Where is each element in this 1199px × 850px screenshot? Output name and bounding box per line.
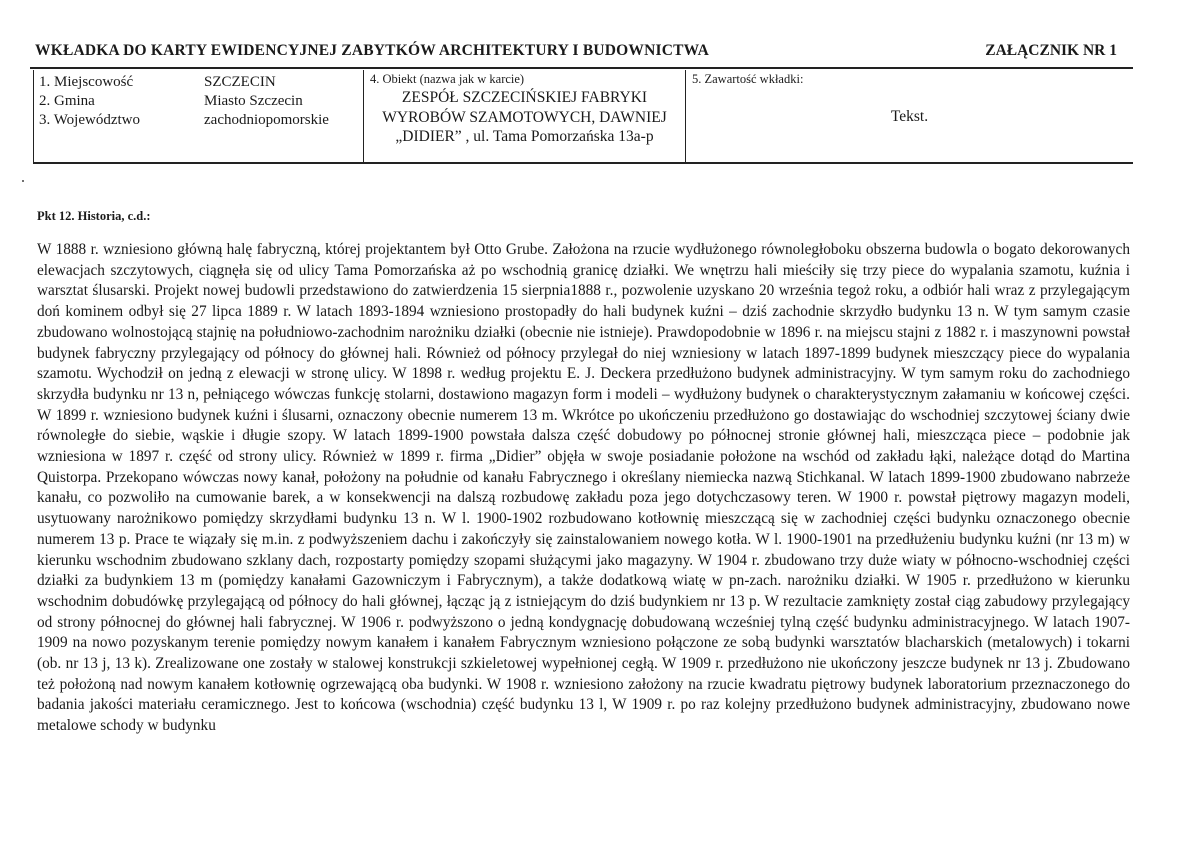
history-paragraph: W 1888 r. wzniesiono główną halę fabryczną, której projektantem był Otto Grube. Założona na rzucie wydłużonego równoległoboku obszerna budowla o bogato dekorowanych elewacjach szczytowych, ciągnęła się od ulicy Tama Pomorzańska aż po wschodnią granicę działki. We wnętrzu hali mieściły się trzy piece do wypalania szamotu, kuźnia i warsztat ślusarski. Projekt nowej budowli przedstawiono do zatwierdzenia 15 sierpnia1888 r., pozwolenie uzyskano 20 września tegoż roku, a odbiór hali wraz z przylegającym doń kominem odbył się 27 lipca 1889 r. W latach 1893-1894 wzniesiono prostopadły do hali budynek kuźni – dziś zachodnie skrzydło budynku 13 n. W tym samym czasie zbudowano wolnostojącą stajnię na południowo-zachodnim narożniku działki (obecnie nie istnieje). Prawdopodobnie w 1896 r. na miejscu stajni z 1882 r. i maszynowni powstał budynek fabryczny przylegający od północy do głównej hali. Również od północy przylegał do niej wzniesiony w latach 1897-1899 budynek mieszczący piece do wypalania szamotu. Wychodził on jedną z elewacji w stronę ulicy. W 1898 r. według projektu E. J. Deckera przedłużono budynek administracyjny. W tym samym roku do zachodniego skrzydła budynku nr 13 n, pełniącego wówczas funkcję stolarni, dostawiono magazyn form i modeli – wydłużony budynek o charakterystycznym załamaniu w końcowej części. W 1899 r. wzniesiono budynek kuźni i ślusarni, oznaczony obecnie numerem 13 m. Wkrótce po ukończeniu przedłużono go dostawiając do wschodniej szczytowej ściany dwie równoległe do siebie, wąskie i długie szopy. W latach 1899-1900 powstała dalsza część dobudowy po północnej stronie głównej hali, mieszcząca piece – podobnie jak wzniesiona w 1897 r. część od strony ulicy. Również w 1899 r. firma „Didier” objęła w swoje posiadanie położone na wschód od zakładu łąki, należące dotąd do Martina Quistorpa. Przekopano wówczas nowy kanał, położony na południe od kanału Fabrycznego i określany niemiecka nazwą Stichkanal. W latach 1899-1900 zbudowano nabrzeże kanału, co pozwoliło na cumowanie barek, a w konsekwencji na dalszą rozbudowę zakładu poza jego dotychczasowy teren. W 1900 r. powstał piętrowy magazyn modeli, usytuowany narożnikowo pomiędzy skrzydłami budynku 13 n. W l. 1900-1902 rozbudowano kotłownię mieszczącą się w zachodniej części budynku oznaczonego obecnie numerem 13 p. Prace te wiązały się m.in. z podwyższeniem dachu i zakończyły się zainstalowaniem nowego kotła. W l. 1900-1901 na przedłużeniu budynku kuźni (nr 13 m) w kierunku wschodnim zbudowano szklany dach, rozpostarty pomiędzy szopami służącymi jako magazyny. W 1904 r. zbudowano trzy duże wiaty w północno-wschodniej części działki za budynkiem 13 m (pomiędzy kanałami Gazowniczym i Fabrycznym), a także dodatkową wiatę w pn-zach. narożniku działki. W 1905 r. przedłużono w kierunku wschodnim dobudówkę przylegającą od północy do hali głównej, łącząc ją z istniejącym do dziś budynkiem nr 13 p. W rezultacie zamknięty został ciąg zabudowy przylegający od strony północnej do głównej hali fabrycznej. W 1906 r. podwyższono o jedną kondygnację dobudowaną wcześniej tylną część budynku administracyjnego. W latach 1907-1909 na nowo pozyskanym terenie pomiędzy nowym kanałem i kanałem Fabrycznym wzniesiono połączone ze sobą budynki warsztatów blacharskich (metalowych) i tokarni (ob. nr 13 j, 13 k). Zrealizowane one zostały w stalowej konstrukcji szkieletowej wypełnionej cegłą. W 1909 r. przedłużono nie ukończony jeszcze budynek nr 13 j. Zbudowano też położoną nad nowym kanałem kotłownię ogrzewającą oba budynki. W 1908 r. wzniesiono założony na rzucie kwadratu piętrowy budynek laboratorium przeznaczonego do badania jakości materiału ceramicznego. Jest to końcowa (wschodnia) część budynku 13 l, W 1909 r. po raz kolejny przedłużono budynek administracyjny, zbudowano nowe metalowe schody w budynku [37,241,1130,735]
history-text [37,240,1130,737]
contents-label: 5. Zawartość wkładki: [692,72,804,86]
contents-cell [686,70,1133,162]
scan-speck [22,180,24,182]
contents-value: Tekst. [890,108,929,125]
location-cell [34,70,364,162]
object-cell [364,70,686,162]
location-value: Miasto Szczecin [204,93,303,109]
location-label: 3. Województwo [39,112,141,128]
location-value: zachodniopomorskie [204,112,329,128]
object-name: ZESPÓŁ SZCZECIŃSKIEJ FABRYKI WYROBÓW SZAMOTOWYCH, DAWNIEJ „DIDIER” , ul. Tama Pomorzańska 13a-p [382,89,667,145]
top-divider [30,67,1133,69]
location-label: 1. Miejscowość [39,74,134,90]
location-value: SZCZECIN [204,74,276,90]
location-label: 2. Gmina [39,93,95,109]
location-row-commune [39,92,303,111]
section-heading: Pkt 12. Historia, c.d.: [37,209,151,223]
object-label: 4. Obiekt (nazwa jak w karcie) [370,72,525,86]
attachment-number: ZAŁĄCZNIK NR 1 [985,42,1117,59]
location-row-town [39,73,276,92]
document-title: WKŁADKA DO KARTY EWIDENCYJNEJ ZABYTKÓW ARCHITEKTURY I BUDOWNICTWA [35,42,710,59]
info-table [33,70,1133,164]
location-row-voivodeship [39,111,329,130]
